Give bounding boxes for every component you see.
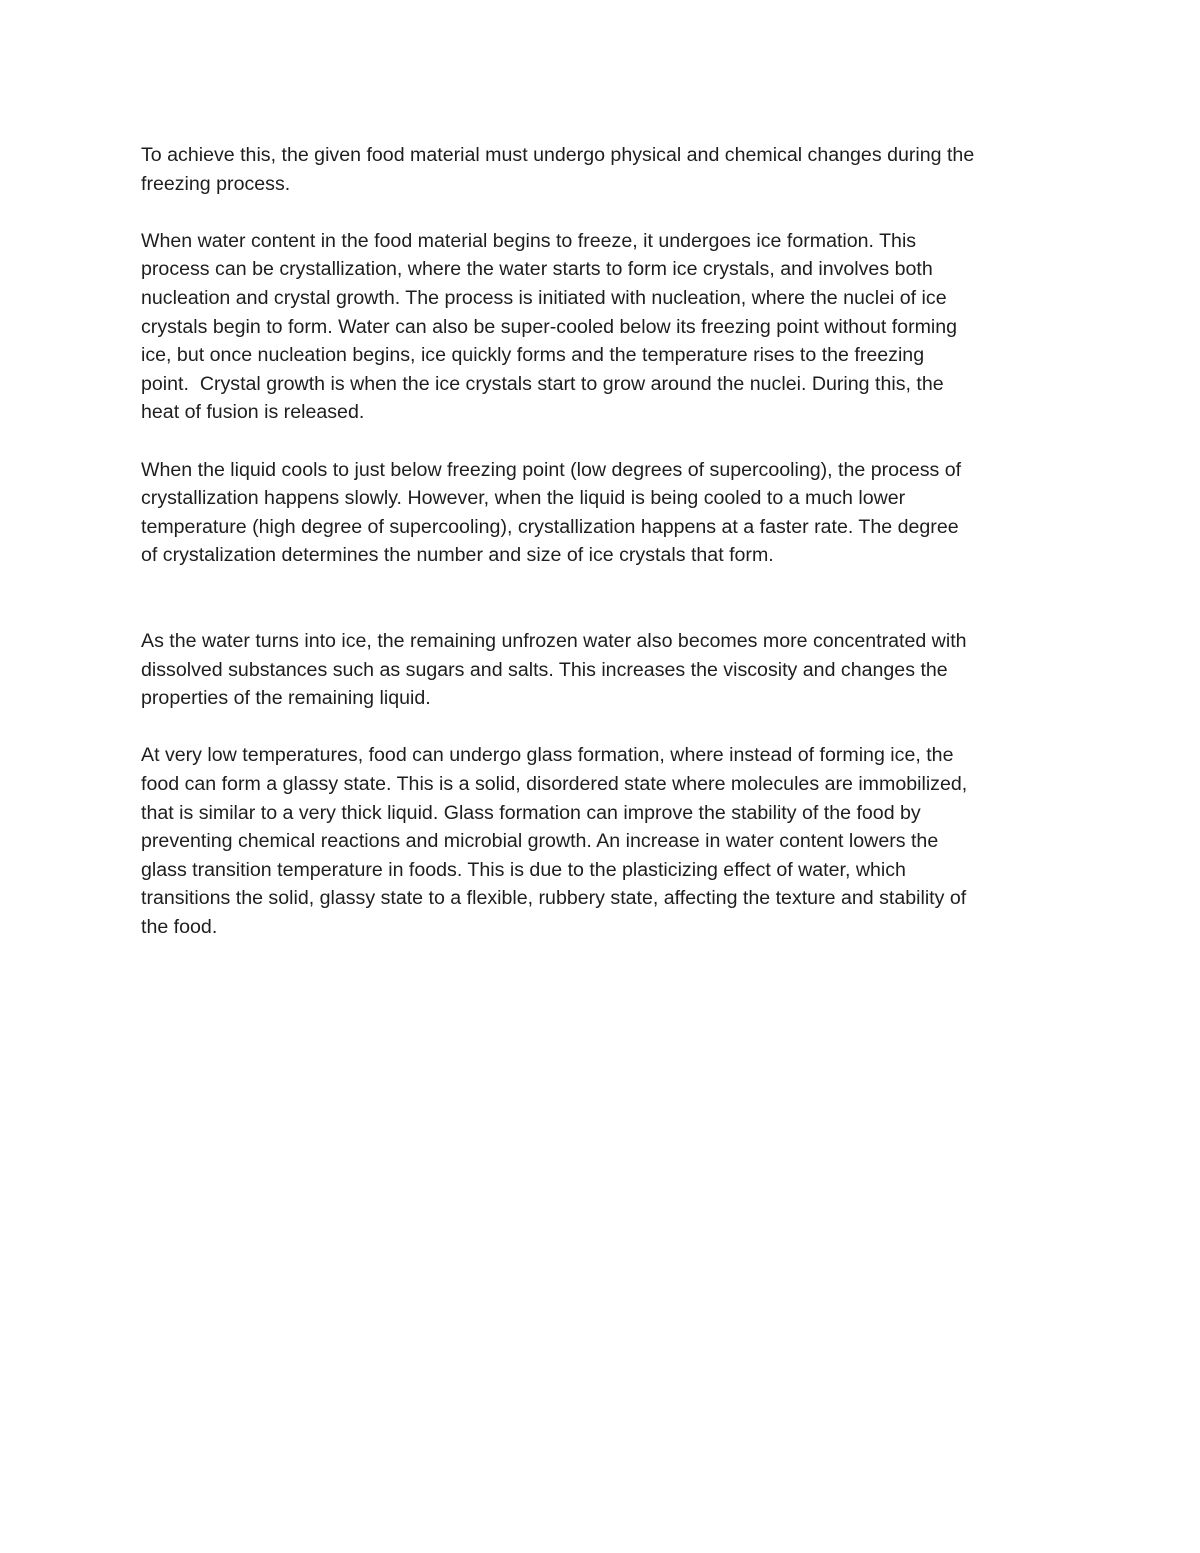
paragraph-line: crystals begin to form. Water can also be super-cooled below its freezing point without forming bbox=[141, 315, 958, 338]
paragraph-line: To achieve this, the given food material must undergo physical and chemical changes during the bbox=[141, 144, 975, 166]
paragraph-5 bbox=[141, 741, 1061, 941]
paragraph-line: process can be crystallization, where the water starts to form ice crystals, and involves both bbox=[141, 258, 933, 281]
paragraph-line: When water content in the food material begins to freeze, it undergoes ice formation. This bbox=[141, 229, 917, 252]
paragraph-line: glass transition temperature in foods. This is due to the plasticizing effect of water, which bbox=[141, 858, 906, 881]
paragraph-spacer bbox=[141, 713, 1061, 742]
paragraph-line: preventing chemical reactions and microbial growth. An increase in water content lowers the bbox=[141, 830, 939, 853]
paragraph-line: the food. bbox=[141, 916, 218, 939]
paragraph-line: that is similar to a very thick liquid. Glass formation can improve the stability of the food by bbox=[141, 801, 921, 824]
paragraph-line: At very low temperatures, food can undergo glass formation, where instead of forming ice, the bbox=[141, 744, 954, 767]
paragraph-4 bbox=[141, 627, 1061, 713]
paragraph-line: heat of fusion is released. bbox=[141, 401, 365, 424]
paragraph-3 bbox=[141, 456, 1061, 570]
paragraph-line: When the liquid cools to just below freezing point (low degrees of supercooling), the process of bbox=[141, 458, 962, 481]
paragraph-2 bbox=[141, 227, 1061, 427]
paragraph-line: transitions the solid, glassy state to a flexible, rubbery state, affecting the texture and stability of bbox=[141, 887, 967, 910]
paragraph-line: properties of the remaining liquid. bbox=[141, 687, 431, 710]
paragraph-line: food can form a glassy state. This is a solid, disordered state where molecules are immobilized, bbox=[141, 773, 968, 796]
paragraph-1 bbox=[141, 141, 1061, 198]
paragraph-line: dissolved substances such as sugars and salts. This increases the viscosity and changes the bbox=[141, 658, 948, 681]
paragraph-line: crystallization happens slowly. However, when the liquid is being cooled to a much lower bbox=[141, 487, 906, 510]
paragraph-line: temperature (high degree of supercooling), crystallization happens at a faster rate. The degree bbox=[141, 515, 959, 538]
paragraph-line: freezing process. bbox=[141, 172, 291, 195]
document-body bbox=[141, 141, 1061, 942]
paragraph-line: point. Crystal growth is when the ice crystals start to grow around the nuclei. During this, the bbox=[141, 372, 944, 395]
paragraph-line: nucleation and crystal growth. The process is initiated with nucleation, where the nuclei of ice bbox=[141, 286, 947, 309]
paragraph-spacer bbox=[141, 427, 1061, 456]
paragraph-spacer bbox=[141, 198, 1061, 227]
paragraph-line: As the water turns into ice, the remaining unfrozen water also becomes more concentrated with bbox=[141, 630, 967, 653]
paragraph-line: of crystalization determines the number and size of ice crystals that form. bbox=[141, 544, 774, 567]
paragraph-line: ice, but once nucleation begins, ice quickly forms and the temperature rises to the freezing bbox=[141, 344, 925, 367]
paragraph-spacer bbox=[141, 570, 1061, 627]
